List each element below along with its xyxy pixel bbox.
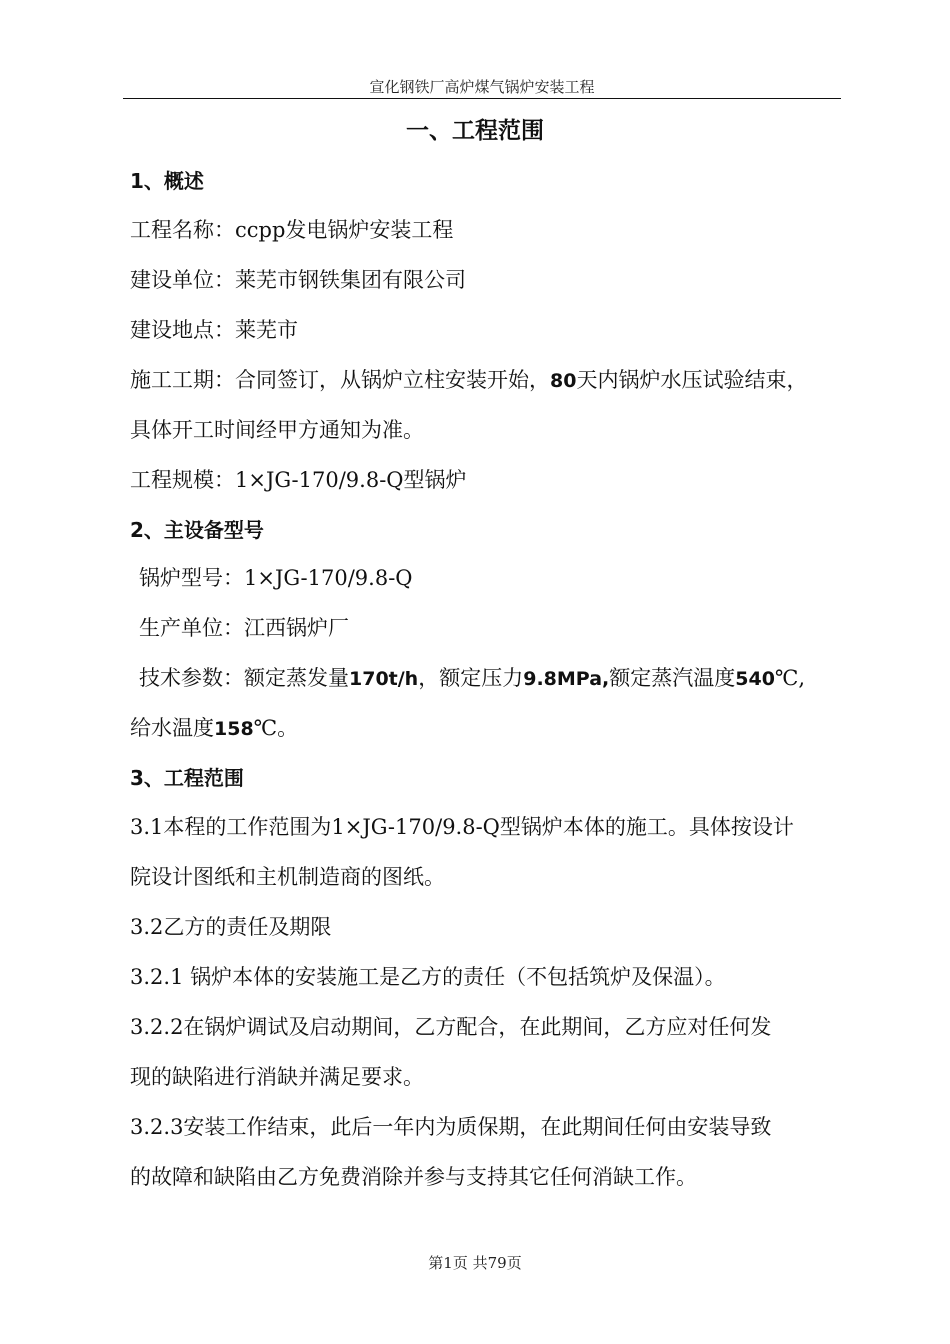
feed-text-a: 给水温度 [130, 716, 214, 740]
params-line-2 [130, 713, 850, 744]
params-pressure: 9.8MPa, [523, 668, 610, 690]
scope-3-1-line-2: 院设计图纸和主机制造商的图纸。 [130, 865, 445, 889]
params-text-a: 技术参数：额定蒸发量 [139, 666, 349, 690]
header-rule [123, 98, 841, 99]
period-line [130, 365, 850, 396]
scope-3-2-3-line-2: 的故障和缺陷由乙方免费消除并参与支持其它任何消缺工作。 [130, 1165, 697, 1189]
page-title: 一、工程范围 [406, 118, 544, 144]
project-name-line: 工程名称：ccpp发电锅炉安装工程 [130, 218, 454, 242]
params-text-b: ，额定压力 [418, 666, 524, 690]
section-heading-scope: 3、工程范围 [130, 766, 244, 790]
params-text-c: 额定蒸汽温度 [609, 666, 736, 690]
section-heading-equipment: 2、主设备型号 [130, 518, 264, 542]
params-flow: 170t/h [349, 668, 419, 690]
period-line-2: 具体开工时间经甲方通知为准。 [130, 418, 424, 442]
params-line [139, 663, 859, 694]
period-days: 80 [550, 370, 577, 392]
section-heading-overview: 1、概述 [130, 169, 204, 193]
feed-text-b: ℃。 [253, 716, 299, 740]
period-text-a: 施工工期：合同签订，从锅炉立柱安装开始， [130, 368, 550, 392]
params-text-d: ℃, [774, 666, 806, 690]
page-header: 宣化钢铁厂高炉煤气锅炉安装工程 [369, 78, 595, 96]
scope-3-2-3-line-1: 3.2.3安装工作结束，此后一年内为质保期，在此期间任何由安装导致 [130, 1115, 772, 1139]
maker-line: 生产单位：江西锅炉厂 [139, 616, 349, 640]
period-text-b: 天内锅炉水压试验结束， [576, 368, 808, 392]
location-line: 建设地点：莱芜市 [130, 318, 298, 342]
params-temp: 540 [735, 668, 775, 690]
scope-3-2-2-line-1: 3.2.2在锅炉调试及启动期间，乙方配合，在此期间，乙方应对任何发 [130, 1015, 772, 1039]
builder-line: 建设单位：莱芜市钢铁集团有限公司 [130, 268, 466, 292]
scale-line: 工程规模：1×JG-170/9.8-Q型锅炉 [130, 468, 467, 492]
feed-temp: 158 [214, 718, 254, 740]
page-footer: 第1页 共79页 [428, 1254, 522, 1272]
scope-3-1-line-1: 3.1本程的工作范围为1×JG-170/9.8-Q型锅炉本体的施工。具体按设计 [130, 815, 794, 839]
scope-3-2-line: 3.2乙方的责任及期限 [130, 915, 332, 939]
scope-3-2-2-line-2: 现的缺陷进行消缺并满足要求。 [130, 1065, 424, 1089]
scope-3-2-1-line: 3.2.1 锅炉本体的安装施工是乙方的责任（不包括筑炉及保温）。 [130, 965, 726, 989]
model-line: 锅炉型号：1×JG-170/9.8-Q [139, 566, 413, 590]
